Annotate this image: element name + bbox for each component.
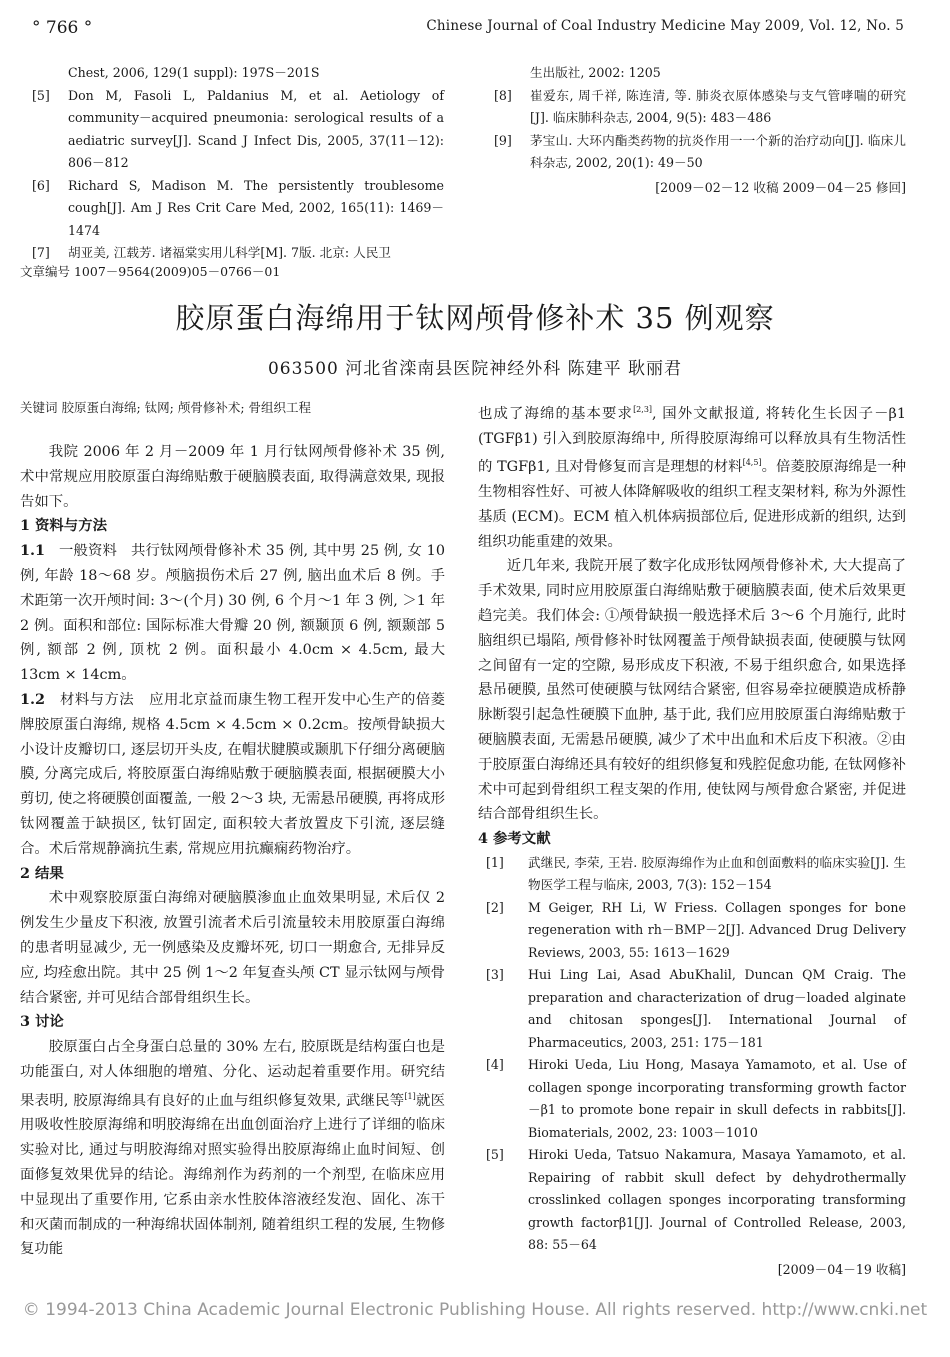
section-heading: 2 结果 — [20, 864, 64, 882]
results-paragraph: 术中观察胶原蛋白海绵对硬脑膜渗血止血效果明显, 术后仅 2 例发生少量皮下积液, 放置引流者术后引流量较未用胶原蛋白海绵的患者明显减少, 无一例感染及皮瓣坏死, 切口一期愈合, 无排异反应, 均痊愈出院。其中 25 例 1～2 年复查头颅 CT 显示钛网与颅骨结合紧密, 并可见结合部骨组织生长。 — [20, 890, 445, 1006]
received-date: [2009－04－19 收稿] — [777, 1261, 906, 1277]
discussion-paragraph-2: 近几年来, 我院开展了数字化成形钛网颅骨修补术, 大大提高了手术效果, 同时应用胶原蛋白海绵贴敷于硬脑膜表面, 使术后效果更趋完美。我们体会: ①颅骨缺损一般选择术后 3～6 个月施行, 此时脑组织已塌陷, 颅骨修补时钛网覆盖于颅骨缺损表面, 使硬膜与钛网之间留有一定的空隙, 易形成皮下积液, 不易于组织愈合, 如果选择悬吊硬膜, 虽然可使硬膜与钛网结合紧密, 但容易牵拉硬膜造成桥静脉断裂引起急性硬膜下血肿, 基于此, 我们应用胶原蛋白海绵贴敷于硬脑膜表面, 无需悬吊硬膜, 减少了术中出血和术后皮下积液。②由于胶原蛋白海绵还具有较好的组织修复和残腔促愈功能, 在钛网修补术中可起到骨组织工程支架的作用, 使钛网与颅骨愈合紧密, 并促进结合部骨组织生长。 — [478, 558, 906, 823]
body-left-column — [20, 440, 445, 1262]
prev-received-date: [2009－02－12 收稿 2009－04－25 修回] — [655, 179, 906, 195]
list-item: [9] 茅宝山. 大环内酯类药物的抗炎作用一一个新的治疗动向[J]. 临床儿科杂志, 2002, 20(1): 49－50 — [494, 132, 906, 170]
list-item: [2] M Geiger, RH Li, W Friess. Collagen sponges for bone regeneration with rh－BMP－2[J]. Advanced Drug Delivery Reviews, 2003, 55: 1613－1629 — [486, 899, 906, 960]
authors: 063500 河北省滦南县医院神经外科 陈建平 耿丽君 — [267, 359, 683, 379]
copyright-footer: © 1994-2013 China Academic Journal Electronic Publishing House. All rights reserved. http://www.cnki.net — [22, 1300, 928, 1320]
list-item: [5] Don M, Fasoli L, Paldanius M, et al. Aetiology of community－acquired pneumonia: serological results of a aediatric survey[J]. Scand J Infect Dis, 2005, 37(11－12): 806－812 — [32, 87, 444, 170]
list-item: [7] 胡亚美, 江载芳. 诸福棠实用儿科学[M]. 7版. 北京: 人民卫 — [32, 245, 391, 260]
intro-paragraph: 我院 2006 年 2 月－2009 年 1 月行钛网颅骨修补术 35 例, 术中常规应用胶原蛋白海绵贴敷于硬脑膜表面, 取得满意效果, 现报告如下。 — [20, 444, 445, 510]
list-item: [4] Hiroki Ueda, Liu Hong, Masaya Yamamoto, et al. Use of collagen sponge incorporating transforming growth factor－β1 to promote bone repair in skull defects in rabbits[J]. Biomaterials, 2002, 23: 1003－1010 — [486, 1057, 906, 1140]
citation: [2,3] — [633, 405, 653, 414]
journal-header: Chinese Journal of Coal Industry Medicine May 2009, Vol. 12, No. 5 — [426, 18, 904, 34]
section-heading: 1 资料与方法 — [20, 517, 107, 535]
page-number: ° 766 ° — [32, 18, 93, 38]
citation: [1] — [404, 1091, 416, 1101]
article-number: 文章编号 1007－9564(2009)05－0766－01 — [20, 264, 281, 279]
section-heading: 4 参考文献 — [478, 830, 551, 848]
list-item: 生出版社, 2002: 1205 — [530, 65, 661, 80]
list-item: Chest, 2006, 129(1 suppl): 197S－201S — [68, 65, 320, 80]
prev-refs-right — [494, 62, 906, 196]
list-item: [1] 武继民, 李荣, 王岩. 胶原海绵作为止血和创面敷料的临床实验[J]. 生物医学工程与临床, 2003, 7(3): 152－154 — [486, 854, 906, 893]
discussion-paragraph: 胶原蛋白占全身蛋白总量的 30% 左右, 胶原既是结构蛋白也是功能蛋白, 对人体细胞的增殖、分化、运动起着重要作用。研究结果表明, 胶原海绵具有良好的止血与组织修复效果, 武继民等[1]就医用吸收性胶原海绵和明胶海绵在出血创面治疗上进行了详细的临床实验对比, 通过与明胶海绵对照实验得出胶原海绵止血时间短、创面修复效果优异的结论。海绵剂作为药剂的一个剂型, 在临床应用中显现出了重要作用, 它系由亲水性胶体溶液经发泡、固化、冻干和灭菌而制成的一种海绵状固体制剂, 随着组织工程的发展, 生物修复功能 — [20, 1039, 445, 1258]
list-item: [5] Hiroki Ueda, Tatsuo Nakamura, Masaya Yamamoto, et al. Repairing of rabbit skull defect by dehydrothermally crosslinked collagen sponges incorporating transforming growth factorβ1[J]. Journal of Controlled Release, 2003, 88: 55－64 — [486, 1147, 906, 1253]
page-title: 胶原蛋白海绵用于钛网颅骨修补术 35 例观察 — [175, 301, 775, 335]
section-1-2: 1.2 材料与方法 应用北京益而康生物工程开发中心生产的倍菱牌胶原蛋白海绵, 规格 4.5cm × 4.5cm × 0.2cm。按颅骨缺损大小设计皮瓣切口, 逐层切开头皮, 在帽状腱膜或颞肌下仔细分离硬脑膜, 分离完成后, 将胶原蛋白海绵贴敷于硬脑膜表面, 根据硬膜大小剪切, 使之将硬膜创面覆盖, 一般 2～3 块, 无需悬吊硬膜, 再将成形钛网覆盖于缺损区, 钛钉固定, 面积较大者放置皮下引流, 逐层缝合。术后常规静滴抗生素, 常规应用抗癫痫药物治疗。 — [20, 690, 445, 857]
prev-refs-left — [32, 62, 444, 265]
list-item: [6] Richard S, Madison M. The persistently troublesome cough[J]. Am J Res Crit Care Med, 2002, 165(11): 1469－1474 — [32, 177, 444, 238]
section-heading: 3 讨论 — [20, 1013, 64, 1031]
list-item: [8] 崔爱东, 周千祥, 陈连清, 等. 肺炎衣原体感染与支气管哮喘的研究[J]. 临床肺科杂志, 2004, 9(5): 483－486 — [494, 87, 906, 125]
body-right-column — [478, 398, 906, 1278]
keywords: 关键词 胶原蛋白海绵; 钛网; 颅骨修补术; 骨组织工程 — [20, 400, 312, 415]
citation: [4,5] — [742, 458, 762, 468]
discussion-paragraph-cont: 也成了海绵的基本要求[2,3], 国外文献报道, 将转化生长因子－β1 (TGFβ1) 引入到胶原海绵中, 所得胶原海绵可以释放具有生物活性的 TGFβ1, 且对骨修复而言是理想的材料[4,5]。倍菱胶原海绵是一种生物相容性好、可被人体降解吸收的组织工程支架材料, 称为外源性基质 (ECM)。ECM 植入机体病损部位后, 促进形成新的组织, 达到组织功能重建的效果。 — [478, 405, 906, 550]
list-item: [3] Hui Ling Lai, Asad AbuKhalil, Duncan QM Craig. The preparation and characterization of drug－loaded alginate and chitosan sponges[J]. International Journal of Pharmaceutics, 2003, 251: 175－181 — [486, 967, 906, 1050]
section-1-1: 1.1 一般资料 共行钛网颅骨修补术 35 例, 其中男 25 例, 女 10 例, 年龄 18～68 岁。颅脑损伤术后 27 例, 脑出血术后 8 例。手术距第一次开颅时间: 3～(个月) 30 例, 6 个月～1 年 3 例, ＞1 年 2 例。面积和部位: 国际标准大骨瓣 20 例, 额颞顶 6 例, 额颞部 5 例, 额部 2 例, 顶枕 2 例。面积最小 4.0cm × 4.5cm, 最大 13cm × 14cm。 — [20, 542, 445, 684]
